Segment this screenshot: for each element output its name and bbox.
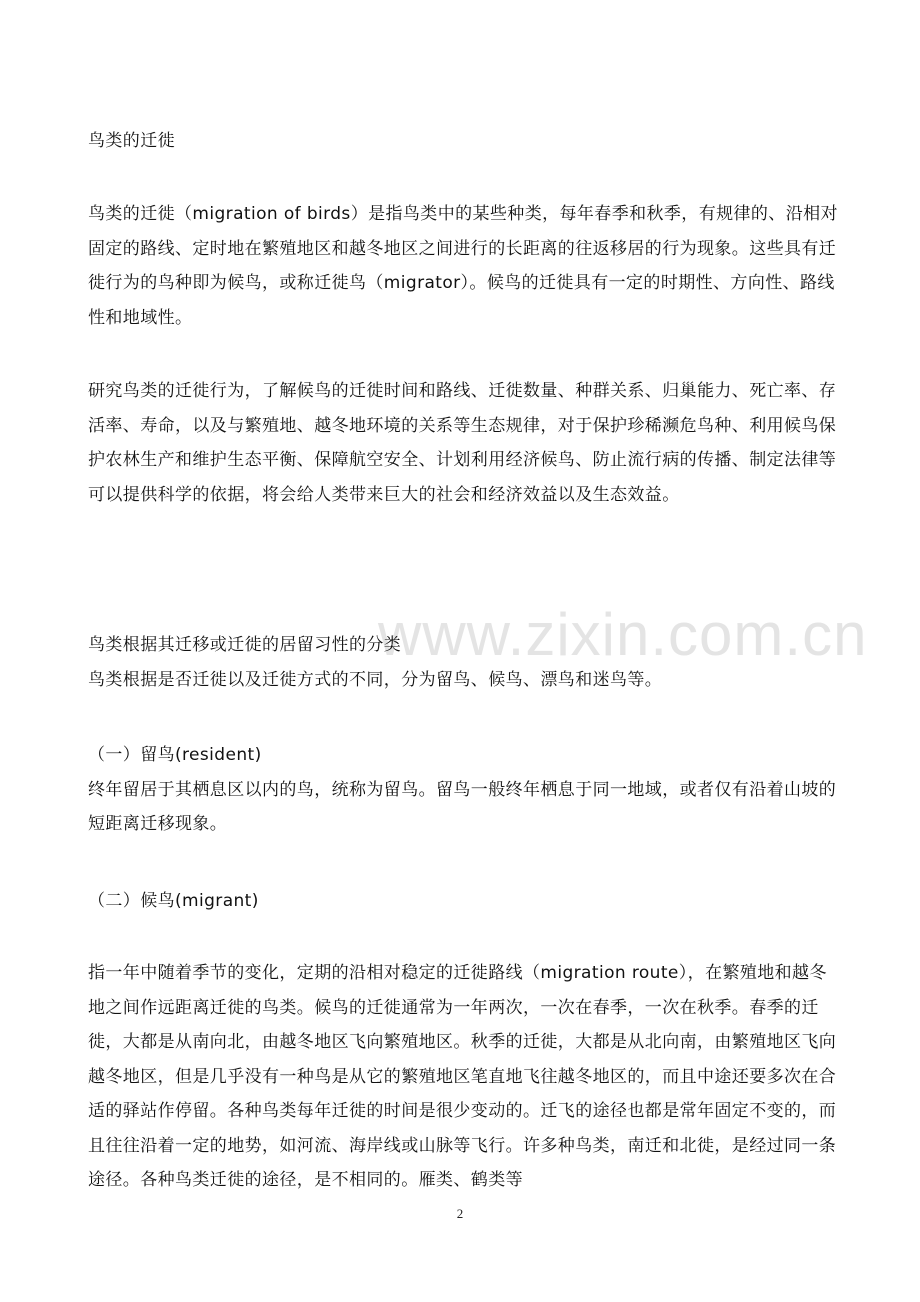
migrant-paragraph [88, 956, 838, 1198]
resident-text: 终年留居于其栖息区以内的鸟，统称为留鸟。留鸟一般终年栖息于同一地域，或者仅有沿着山坡的短距离迁移现象。 [88, 779, 837, 834]
page-number: 2 [456, 1206, 464, 1221]
resident-section [88, 738, 838, 842]
watermark: www.zixin.com.cn [378, 601, 868, 668]
intro-text: 鸟类的迁徙（migration of birds）是指鸟类中的某些种类，每年春季和秋季，有规律的、沿相对固定的路线、定时地在繁殖地区和越冬地区之间进行的长距离的往返移居的行为现象。这些具有迁徙行为的鸟种即为候鸟，或称迁徙鸟（migrator）。候鸟的迁徙具有一定的时期性、方向性、路线性和地域性。 [88, 204, 838, 328]
classification-intro: 鸟类根据是否迁徙以及迁徙方式的不同，分为留鸟、候鸟、漂鸟和迷鸟等。 [88, 669, 663, 690]
classification-heading: 鸟类根据其迁移或迁徙的居留习性的分类 [88, 635, 402, 655]
title-text: 鸟类的迁徙 [88, 131, 175, 151]
research-paragraph [88, 374, 838, 512]
migrant-heading: （二）候鸟(migrant) [88, 891, 259, 911]
research-text: 研究鸟类的迁徙行为，了解候鸟的迁徙时间和路线、迁徙数量、种群关系、归巢能力、死亡率、存活率、寿命，以及与繁殖地、越冬地环境的关系等生态规律，对于保护珍稀濒危鸟种、利用候鸟保护农林生产和维护生态平衡、保障航空安全、计划利用经济候鸟、防止流行病的传播、制定法律等可以提供科学的依据，将会给人类带来巨大的社会和经济效益以及生态效益。 [88, 381, 837, 505]
migrant-heading-block [88, 884, 838, 919]
document-title [88, 124, 838, 159]
resident-heading: （一）留鸟(resident) [88, 745, 262, 765]
intro-paragraph [88, 197, 838, 335]
migrant-text: 指一年中随着季节的变化，定期的沿相对稳定的迁徙路线（migration route），在繁殖地和越冬地之间作远距离迁徙的鸟类。候鸟的迁徙通常为一年两次，一次在春季，一次在秋季。春季的迁徙，大都是从南向北，由越冬地区飞向繁殖地区。秋季的迁徙，大都是从北向南，由繁殖地区飞向越冬地区，但是几乎没有一种鸟是从它的繁殖地区笔直地飞往越冬地区的，而且中途还要多次在合适的驿站作停留。各种鸟类每年迁徙的时间是很少变动的。迁飞的途径也都是常年固定不变的，而且往往沿着一定的地势，如河流、海岸线或山脉等飞行。许多种鸟类，南迁和北徙，是经过同一条途径。各种鸟类迁徙的途径，是不相同的。雁类、鹤类等 [88, 963, 837, 1190]
classification-section [88, 628, 838, 697]
